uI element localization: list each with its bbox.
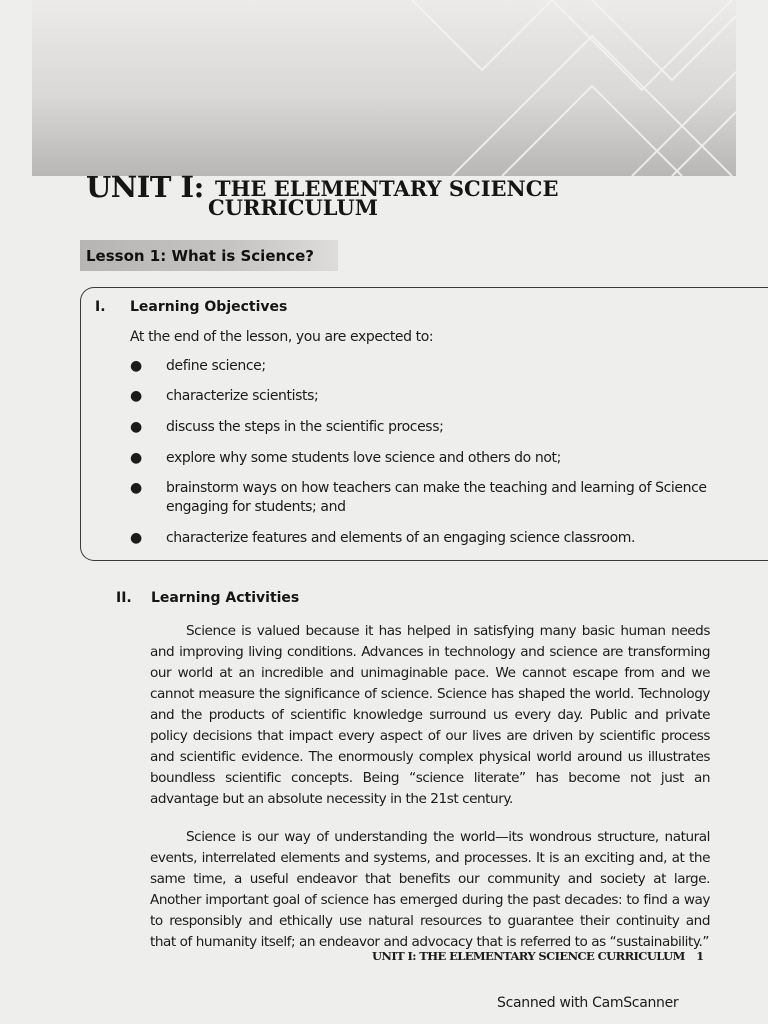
bullet-icon: ●	[130, 358, 142, 374]
bullet-icon: ●	[130, 419, 142, 435]
page-number: 1	[696, 949, 704, 963]
unit-number: UNIT I:	[86, 170, 204, 204]
list-item: ● characterize features and elements of an engaging science classroom.	[130, 530, 636, 546]
section-title-1: Learning Objectives	[130, 299, 288, 315]
unit-title-line-1: THE ELEMENTARY SCIENCE	[214, 176, 559, 201]
bullet-icon: ●	[130, 450, 142, 466]
bullet-icon: ●	[130, 388, 142, 404]
geometric-pattern	[32, 0, 736, 176]
section-number-1: I.	[95, 299, 106, 315]
unit-title	[86, 170, 559, 220]
lesson-label: Lesson 1: What is Science?	[86, 247, 314, 265]
section-number-2: II.	[116, 590, 132, 606]
list-item: ● define science;	[130, 358, 266, 374]
objectives-intro: At the end of the lesson, you are expected to:	[130, 329, 434, 345]
list-item: ● characterize scientists;	[130, 388, 319, 404]
body-paragraph-1: Science is valued because it has helped in satisfying many basic human needs and improving living conditions. Advances in technology and science are transforming our world at an incredible and unimaginable pace. We cannot escape from and we cannot measure the significance of science. Science has shaped the world. Technology and the products of scientific knowledge surround us every day. Public and private policy decisions that impact every aspect of our lives are driven by scientific process and scientific evidence. The enormously complex physical world around us illustrates boundless scientific concepts. Being “science literate” has become not just an advantage but an absolute necessity in the 21st century.	[150, 623, 710, 807]
list-item: ● explore why some students love science and others do not;	[130, 450, 561, 466]
running-title: UNIT I: THE ELEMENTARY SCIENCE CURRICULUM	[372, 949, 685, 963]
bullet-icon: ●	[130, 480, 142, 496]
header-banner	[32, 0, 736, 176]
page-footer	[372, 949, 704, 963]
list-item: ● brainstorm ways on how teachers can make the teaching and learning of Science engaging for students; and	[130, 480, 707, 515]
list-item: ● discuss the steps in the scientific process;	[130, 419, 444, 435]
unit-title-line-2: CURRICULUM	[208, 195, 378, 220]
section-title-2: Learning Activities	[151, 590, 300, 606]
bullet-icon: ●	[130, 530, 142, 546]
scanner-watermark: Scanned with CamScanner	[497, 995, 679, 1011]
body-paragraph-2: Science is our way of understanding the world—its wondrous structure, natural events, interrelated elements and systems, and processes. It is an exciting and, at the same time, a useful endeavor that benefits our community and society at large. Another important goal of science has emerged during the past decades: to find a way to responsibly and ethically use natural resources to guarantee their continuity and that of humanity itself; an endeavor and advocacy that is referred to as “sustainability.”	[150, 829, 710, 950]
lesson-heading	[80, 240, 338, 271]
